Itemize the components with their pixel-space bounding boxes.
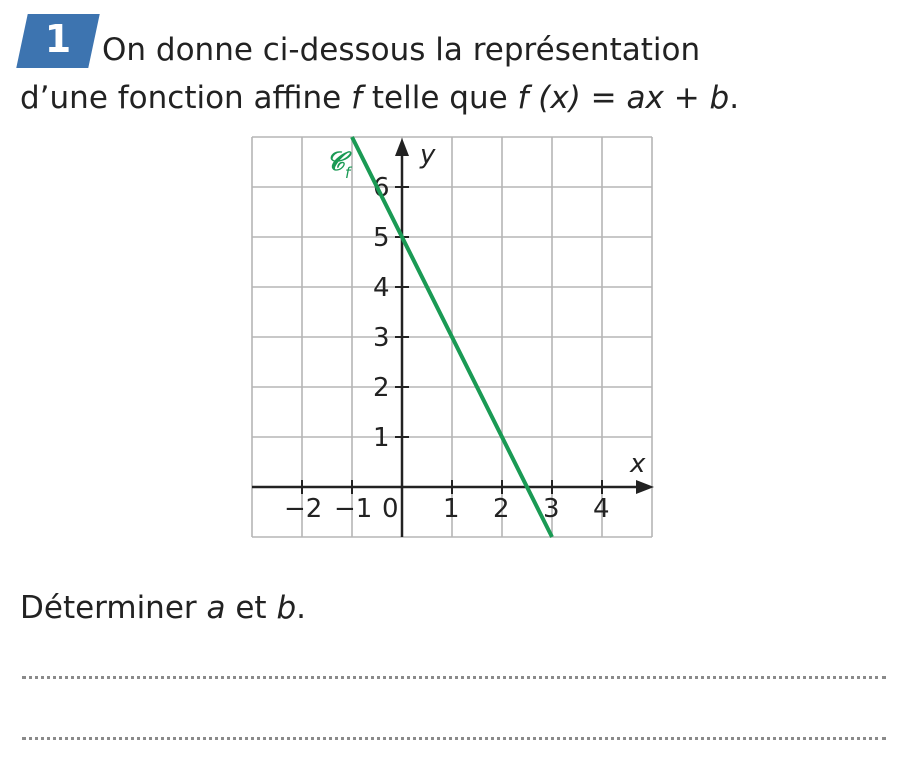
question-var-b: b (276, 590, 297, 626)
y-tick-label: 1 (373, 423, 390, 453)
question-start: Déterminer (20, 590, 207, 626)
y-tick-label: 4 (373, 273, 390, 303)
y-tick-label: 6 (373, 173, 390, 203)
x-tick-label: 2 (493, 494, 510, 524)
y-axis-arrow (395, 138, 409, 156)
prompt-f: f (351, 80, 363, 116)
prompt-line-2b: telle que (362, 80, 518, 116)
x-tick-label: 3 (543, 494, 560, 524)
question-var-a: a (206, 590, 226, 626)
question-mid: et (225, 590, 277, 626)
x-axis-label: x (630, 449, 646, 479)
prompt-formula: f (x) = ax + b (517, 80, 730, 116)
exercise-number: 1 (44, 17, 72, 61)
prompt-end: . (729, 80, 740, 116)
answer-line-2[interactable] (22, 737, 886, 740)
x-tick-label: 1 (443, 494, 460, 524)
answer-line-1[interactable] (22, 676, 886, 679)
x-tick-label: 4 (593, 494, 610, 524)
x-tick-label: −2 (284, 494, 323, 524)
question-text (20, 590, 306, 626)
y-tick-label: 2 (373, 373, 390, 403)
y-axis-label: y (420, 140, 436, 170)
ticks (284, 173, 610, 524)
prompt-line-1: On donne ci-dessous la représentation (102, 32, 701, 68)
y-tick-label: 5 (373, 223, 390, 253)
prompt-line-2a: d’une fonction affine (20, 80, 352, 116)
x-tick-label: −1 (334, 494, 373, 524)
curve-label: 𝒞$_f$ (326, 147, 351, 182)
y-tick-label: 3 (373, 323, 390, 353)
x-tick-label: 0 (382, 494, 399, 524)
question-end: . (296, 590, 306, 626)
